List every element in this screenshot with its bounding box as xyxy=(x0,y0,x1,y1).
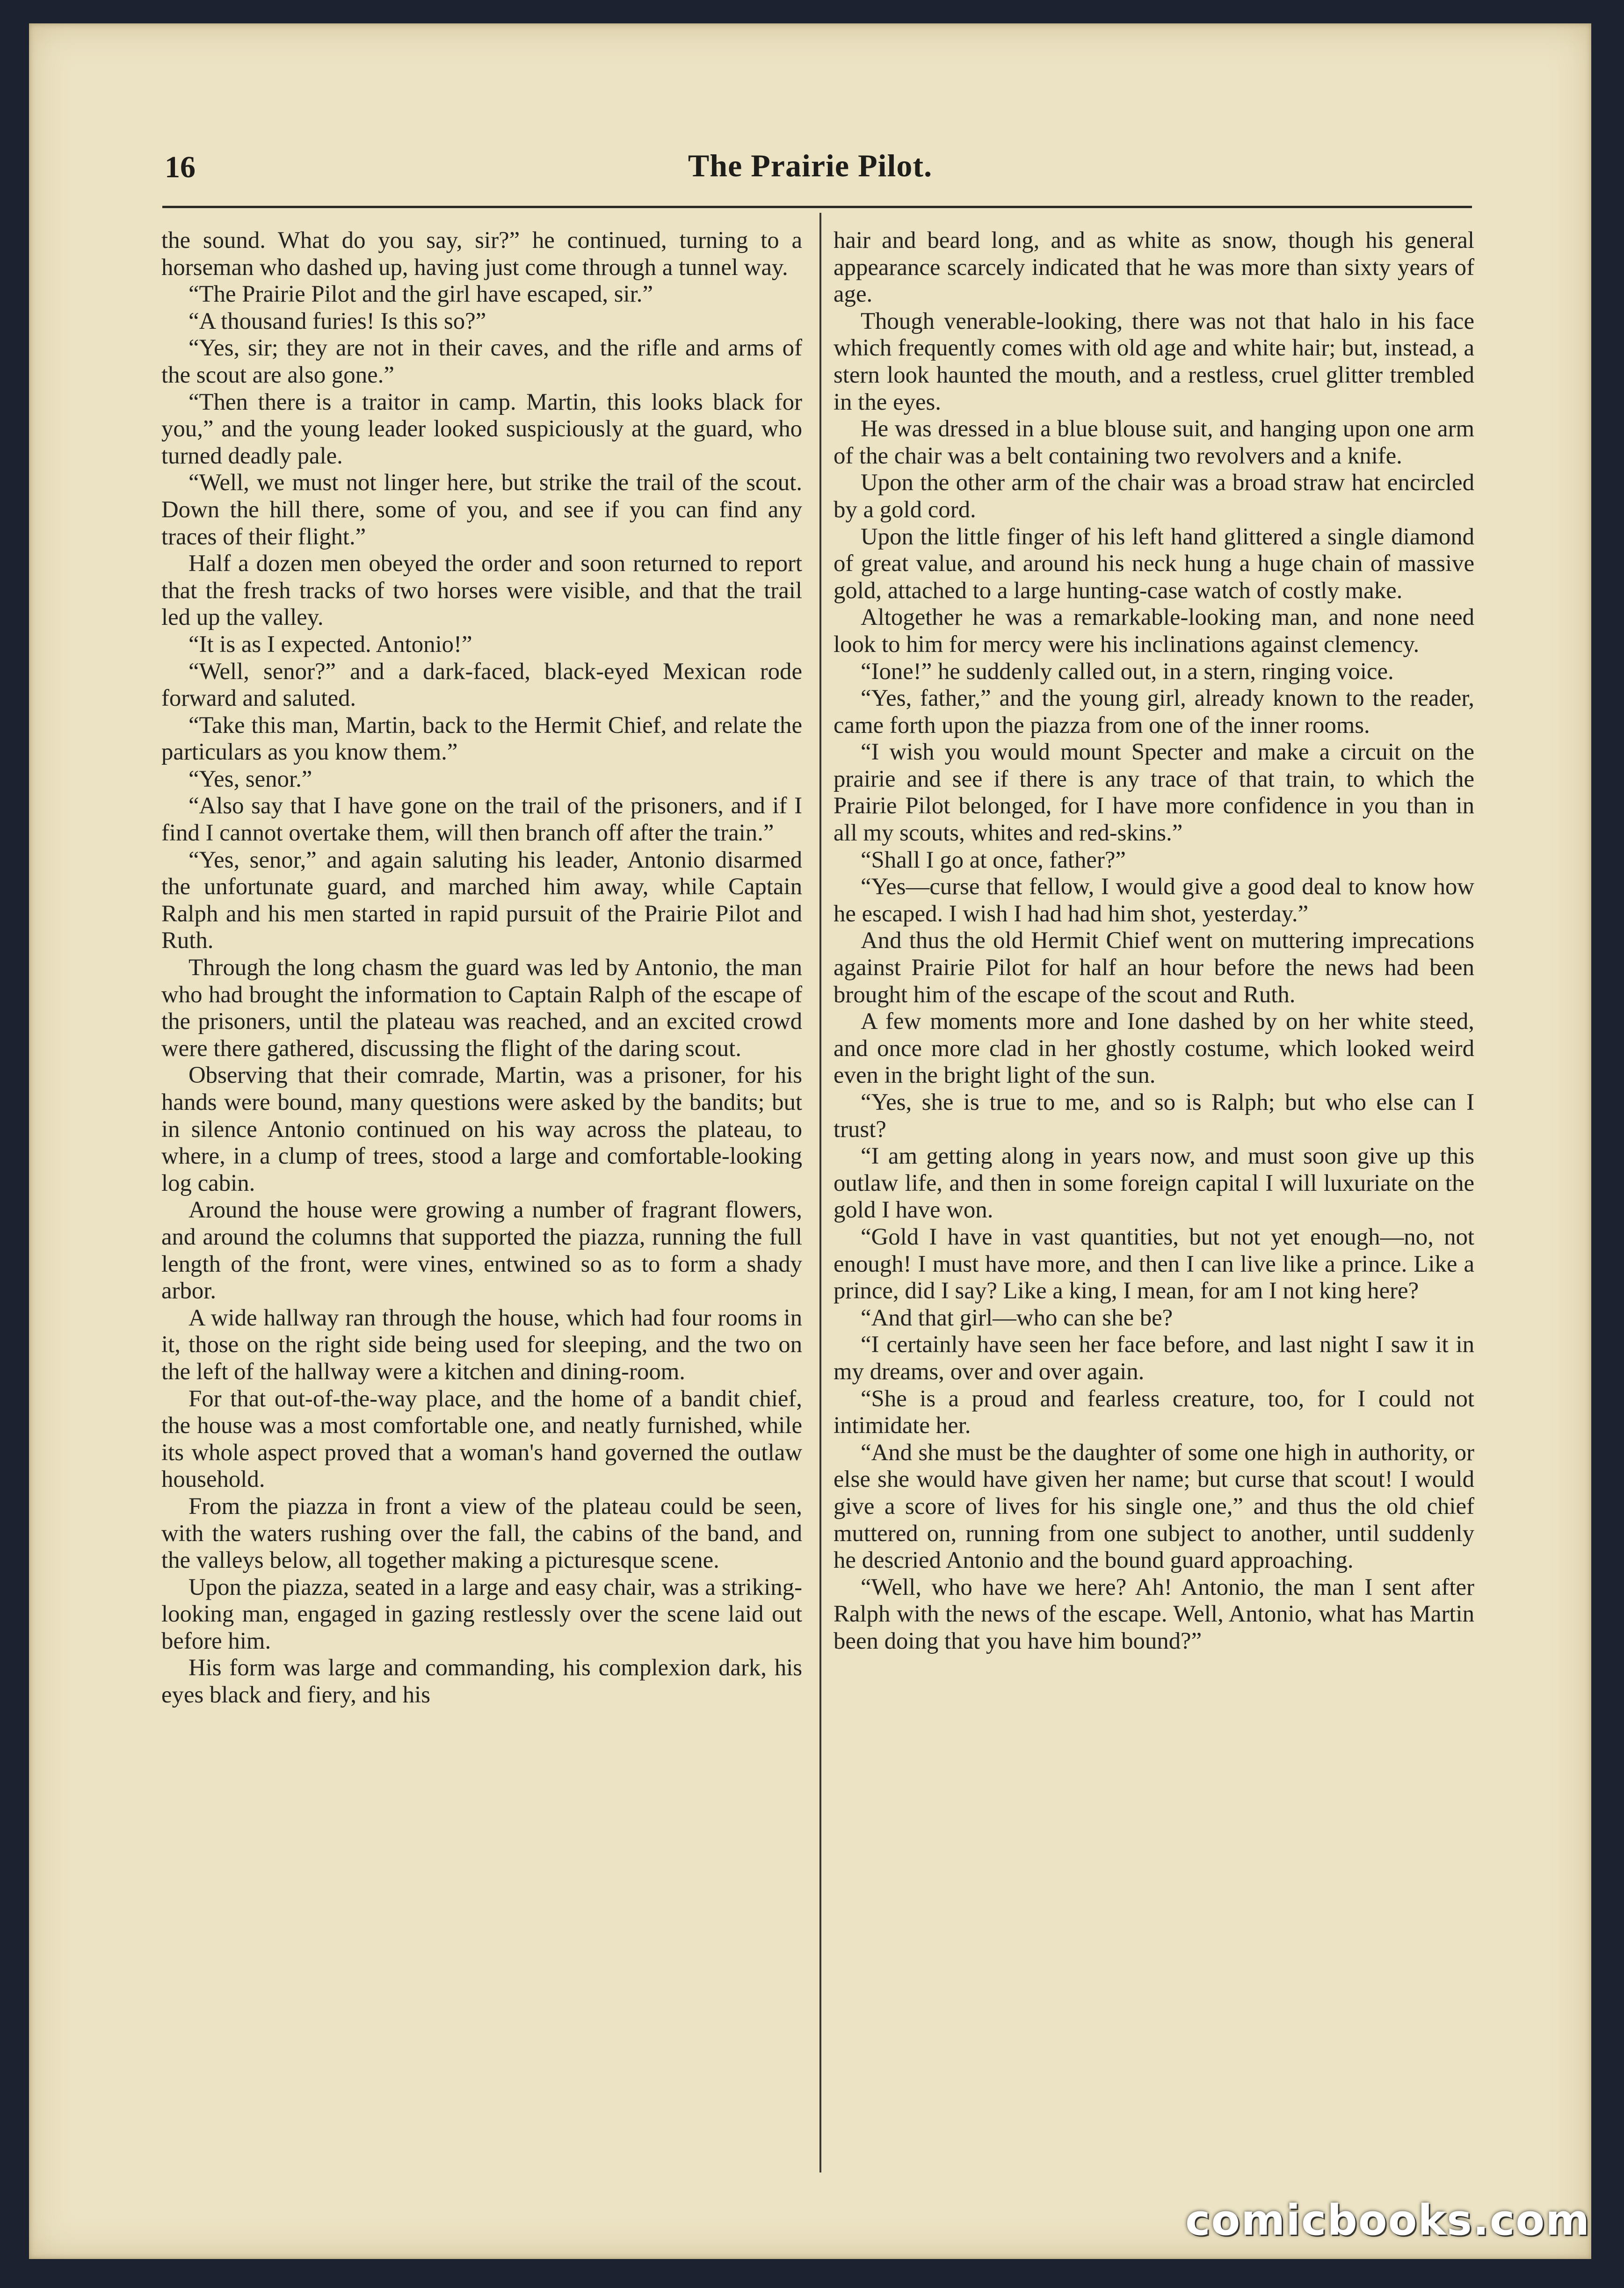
paragraph: “Also say that I have gone on the trail of the prisoners, and if I find I cannot overtake them, will then branch off after the train.” xyxy=(161,792,802,846)
paragraph: “Well, who have we here? Ah! Antonio, the man I sent after Ralph with the news of the escape. Well, Antonio, what has Martin been doing that you have him bound?” xyxy=(834,1573,1474,1654)
paragraph: Altogether he was a remarkable-looking man, and none need look to him for mercy were his inclinations against clemency. xyxy=(834,604,1474,657)
paragraph: “Yes, sir; they are not in their caves, and the rifle and arms of the scout are also gone.” xyxy=(161,334,802,388)
paragraph: “I wish you would mount Specter and make a circuit on the prairie and see if there is any trace of that train, to which the Prairie Pilot belonged, for I have more confidence in you than in all my scouts, whites and red-skins.” xyxy=(834,739,1474,846)
paragraph: “She is a proud and fearless creature, too, for I could not intimidate her. xyxy=(834,1385,1474,1439)
paragraph: “Ione!” he suddenly called out, in a stern, ringing voice. xyxy=(861,658,1394,684)
paragraph: Observing that their comrade, Martin, was a prisoner, for his hands were bound, many questions were asked by the bandits; but in silence Antonio continued on his way across the plateau, to where, in a clump of trees, stood a large and comfortable-looking log cabin. xyxy=(161,1062,802,1196)
paragraph: “The Prairie Pilot and the girl have escaped, sir.” xyxy=(188,281,653,307)
paragraph: hair and beard long, and as white as snow, though his general appearance scarcely indicated that he was more than sixty years of age. xyxy=(834,227,1474,307)
paragraph: “Gold I have in vast quantities, but not yet enough—no, not enough! I must have more, and then I can live like a prince. Like a prince, did I say? Like a king, I mean, for am I not king here? xyxy=(834,1223,1474,1304)
paragraph: the sound. What do you say, sir?” he continued, turning to a horseman who dashed up, having just come through a tunnel way. xyxy=(161,227,802,280)
paragraph: “It is as I expected. Antonio!” xyxy=(188,630,472,657)
paragraph: And thus the old Hermit Chief went on muttering imprecations against Prairie Pilot for half an hour before the news had been brought him of the escape of the scout and Ruth. xyxy=(834,927,1474,1007)
paragraph: A few moments more and Ione dashed by on her white steed, and once more clad in her ghostly costume, which looked weird even in the bright light of the sun. xyxy=(834,1008,1474,1088)
paragraph: “Then there is a traitor in camp. Martin, this looks black for you,” and the young leader looked suspiciously at the guard, who turned deadly pale. xyxy=(161,388,802,469)
book-page xyxy=(29,23,1591,2259)
paragraph: “Shall I go at once, father?” xyxy=(861,846,1126,873)
paragraph: “Yes—curse that fellow, I would give a good deal to know how he escaped. I wish I had had him shot, yesterday.” xyxy=(834,873,1474,927)
running-title: The Prairie Pilot. xyxy=(688,148,933,183)
paragraph: “Yes, senor,” and again saluting his leader, Antonio disarmed the unfortunate guard, and marched him away, while Captain Ralph and his men started in rapid pursuit of the Prairie Pilot and Ruth. xyxy=(161,846,802,954)
paragraph: Upon the piazza, seated in a large and easy chair, was a striking-looking man, engaged in gazing restlessly over the scene laid out before him. xyxy=(161,1573,802,1654)
paragraph: From the piazza in front a view of the plateau could be seen, with the waters rushing over the fall, the cabins of the band, and the valleys below, all together making a picturesque scene. xyxy=(161,1492,802,1573)
paragraph: “Yes, father,” and the young girl, already known to the reader, came forth upon the piazza from one of the inner rooms. xyxy=(834,685,1474,738)
paragraph: Upon the other arm of the chair was a broad straw hat encircled by a gold cord. xyxy=(834,469,1474,522)
paragraph: “Well, we must not linger here, but strike the trail of the scout. Down the hill there, some of you, and see if you can find any traces of their flight.” xyxy=(161,469,802,550)
paragraph: “Well, senor?” and a dark-faced, black-eyed Mexican rode forward and saluted. xyxy=(161,658,802,711)
header-rule xyxy=(162,206,1472,208)
paragraph: Through the long chasm the guard was led by Antonio, the man who had brought the information to Captain Ralph of the escape of the prisoners, until the plateau was reached, and an excited crowd were there gathered, discussing the flight of the daring scout. xyxy=(161,954,802,1061)
paragraph: His form was large and commanding, his complexion dark, his eyes black and fiery, and his xyxy=(161,1654,802,1708)
paragraph: “And she must be the daughter of some one high in authority, or else she would have given her name; but curse that scout! I would give a score of lives for his single one,” and thus the old chief muttered on, running from one subject to another, until suddenly he descried Antonio and the bound guard approaching. xyxy=(834,1439,1474,1573)
site-watermark: comicbooks.com xyxy=(1185,2196,1590,2245)
paragraph: Around the house were growing a number of fragrant flowers, and around the columns that supported the piazza, running the full length of the front, were vines, entwined so as to form a shady arbor. xyxy=(161,1196,802,1304)
page-number: 16 xyxy=(165,150,196,184)
paragraph: For that out-of-the-way place, and the home of a bandit chief, the house was a most comfortable one, and neatly furnished, while its whole aspect proved that a woman's hand governed the outlaw household. xyxy=(161,1385,802,1492)
paragraph: “I am getting along in years now, and must soon give up this outlaw life, and then in some foreign capital I will luxuriate on the gold I have won. xyxy=(834,1143,1474,1223)
column-divider xyxy=(819,213,821,2172)
right-column xyxy=(834,227,1474,2168)
left-column xyxy=(161,227,802,2168)
paragraph: “A thousand furies! Is this so?” xyxy=(188,307,486,334)
paragraph: “And that girl—who can she be? xyxy=(861,1304,1173,1331)
paragraph: Upon the little finger of his left hand glittered a single diamond of great value, and around his neck hung a huge chain of massive gold, attached to a large hunting-case watch of costly make. xyxy=(834,523,1474,603)
paragraph: “Take this man, Martin, back to the Hermit Chief, and relate the particulars as you know them.” xyxy=(161,711,802,765)
paragraph: A wide hallway ran through the house, which had four rooms in it, those on the right side being used for sleeping, and the two on the left of the hallway were a kitchen and dining-room. xyxy=(161,1304,802,1384)
paragraph: “I certainly have seen her face before, and last night I saw it in my dreams, over and over again. xyxy=(834,1331,1474,1384)
paragraph: He was dressed in a blue blouse suit, and hanging upon one arm of the chair was a belt containing two revolvers and a knife. xyxy=(834,415,1474,469)
paragraph: “Yes, she is true to me, and so is Ralph; but who else can I trust? xyxy=(834,1089,1474,1142)
paragraph: Half a dozen men obeyed the order and soon returned to report that the fresh tracks of two horses were visible, and that the trail led up the valley. xyxy=(161,550,802,630)
paragraph: Though venerable-looking, there was not that halo in his face which frequently comes with old age and white hair; but, instead, a stern look haunted the mouth, and a restless, cruel glitter trembled in the eyes. xyxy=(834,307,1474,415)
paragraph: “Yes, senor.” xyxy=(188,765,312,792)
